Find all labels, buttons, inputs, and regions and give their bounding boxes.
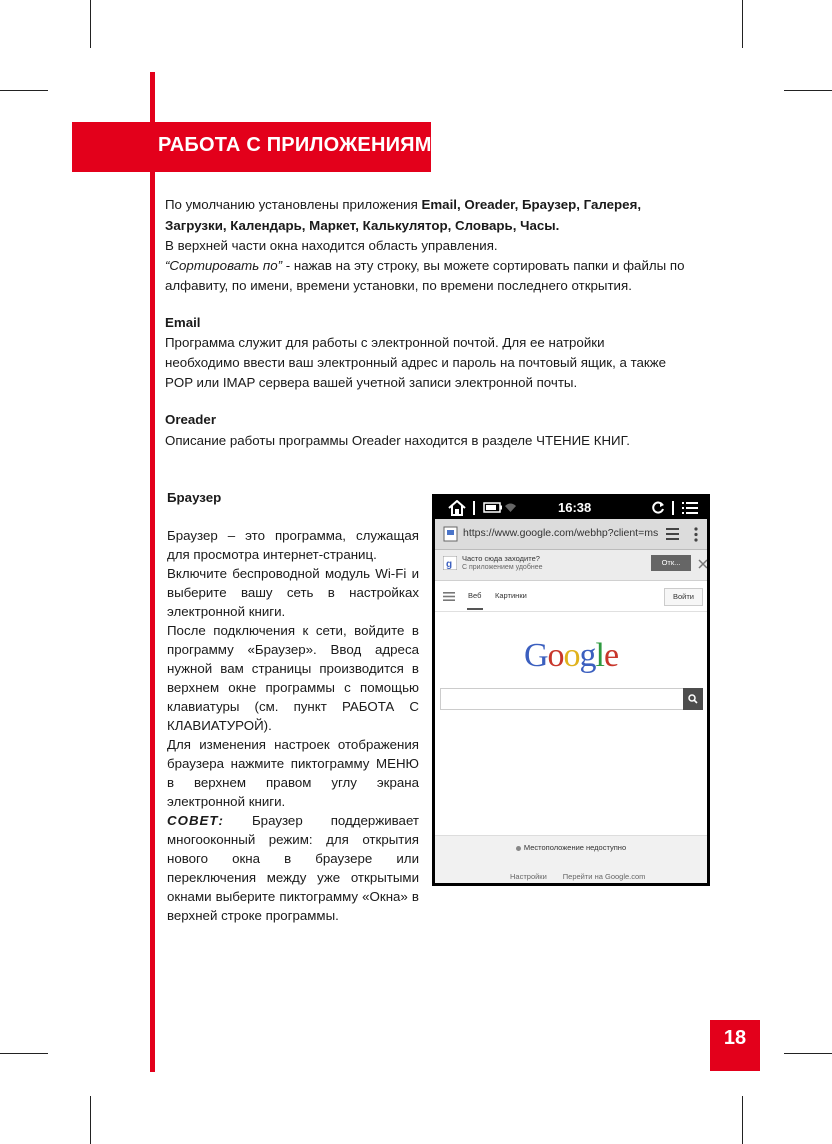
browser-paragraph: Для изменения настроек отображения браузера нажмите пиктограмму МЕНЮ в верхнем правом углу экрана электронной книги. <box>167 737 419 809</box>
url-text[interactable]: https://www.google.com/webhp?client=ms <box>463 527 659 539</box>
browser-paragraph: Браузер – это программа, служащая для просмотра интернет-страниц. <box>167 528 419 562</box>
refresh-icon[interactable] <box>651 501 665 515</box>
search-button[interactable] <box>683 688 703 710</box>
intro-text: - нажав на эту строку, вы можете сортировать папки и файлы по <box>282 258 685 273</box>
crop-mark <box>742 1096 743 1144</box>
browser-screenshot <box>432 494 710 886</box>
browser-paragraph: Включите беспроводной модуль Wi-Fi и выберите вашу сеть в настройках электронной книги. <box>167 566 419 619</box>
intro-apps: Email, Oreader, Браузер, Галерея, <box>421 197 642 212</box>
browser-tip <box>167 811 419 925</box>
sort-by-term: “Сортировать по” <box>165 258 283 273</box>
google-plus-icon <box>443 556 457 570</box>
crop-mark <box>90 1096 91 1144</box>
crop-mark <box>0 90 48 91</box>
home-icon[interactable] <box>448 500 466 516</box>
more-icon[interactable] <box>694 527 698 542</box>
page-icon <box>443 526 459 542</box>
browser-paragraph: После подключения к сети, войдите в программу «Браузер». Ввод адреса нужной вам страницы производится в верхнем окне программы с помощью клавиатуры (см. пункт РАБОТА С КЛАВИАТУРОЙ). <box>167 623 419 733</box>
logo-letter: G <box>523 637 548 674</box>
close-icon[interactable] <box>698 559 707 569</box>
svg-text:g: g <box>446 559 453 570</box>
google-footer <box>435 835 707 883</box>
open-app-button[interactable]: Отк... <box>651 555 691 571</box>
google-logo <box>435 637 707 675</box>
status-bar <box>435 497 707 519</box>
location-dot-icon <box>516 846 521 851</box>
red-margin-line <box>150 72 155 1072</box>
email-line-2: необходимо ввести ваш электронный адрес и пароль на почтовый ящик, а также <box>165 355 667 370</box>
intro-line-1 <box>165 194 641 215</box>
intro-line-2: Загрузки, Календарь, Маркет, Калькулятор, Словарь, Часы. <box>165 218 560 233</box>
crop-mark <box>784 1053 832 1054</box>
crop-mark <box>742 0 743 48</box>
hamburger-icon[interactable] <box>443 592 455 601</box>
logo-letter: g <box>579 637 596 674</box>
intro-text: По умолчанию установлены приложения <box>165 197 422 212</box>
tab-images[interactable]: Картинки <box>495 591 527 600</box>
battery-icon <box>483 502 503 513</box>
logo-letter: o <box>547 637 564 674</box>
tip-text: Браузер поддерживает многооконный режим: для открытия нового окна в браузере или переключения между уже открытыми окнами выберите пиктограмму «Окна» в верхней строке программы. <box>167 813 419 923</box>
section-title: РАБОТА С ПРИЛОЖЕНИЯМИ <box>158 134 447 156</box>
tip-label: СОВЕТ: <box>167 813 224 828</box>
divider <box>672 501 674 515</box>
browser-section <box>167 488 419 925</box>
section-banner <box>72 122 447 172</box>
screen <box>435 497 707 883</box>
tab-web[interactable]: Веб <box>468 591 482 600</box>
browser-heading: Браузер <box>167 490 222 505</box>
sign-in-button[interactable]: Войти <box>664 588 703 606</box>
clock: 16:38 <box>558 500 592 515</box>
logo-letter: e <box>603 637 619 674</box>
google-com-link[interactable]: Перейти на Google.com <box>562 872 646 881</box>
intro-line-3: В верхней части окна находится область управления. <box>165 238 498 253</box>
menu-icon[interactable] <box>682 502 698 514</box>
divider <box>473 501 475 515</box>
logo-letter: l <box>595 637 604 674</box>
tabs-icon[interactable] <box>666 528 679 540</box>
promo-subtitle: С приложением удобнее <box>462 564 543 571</box>
wifi-icon <box>505 502 516 513</box>
location-status <box>435 843 707 852</box>
page-number: 18 <box>723 1027 747 1049</box>
crop-mark <box>0 1053 48 1054</box>
page-number-box <box>710 1020 760 1071</box>
intro-line-5: алфавиту, по имени, времени установки, по времени последнего открытия. <box>165 278 632 293</box>
google-tabs-bar <box>435 581 707 612</box>
oreader-line-1: Описание работы программы Oreader находится в разделе ЧТЕНИЕ КНИГ. <box>165 433 630 448</box>
oreader-heading: Oreader <box>165 412 216 427</box>
settings-link[interactable]: Настройки <box>510 872 547 881</box>
logo-letter: o <box>563 637 580 674</box>
promo-title: Часто сюда заходите? <box>462 554 540 563</box>
intro-line-4 <box>165 255 684 276</box>
footer-links <box>510 872 645 881</box>
crop-mark <box>90 0 91 48</box>
email-heading: Email <box>165 315 201 330</box>
search-icon <box>688 694 698 704</box>
search-input[interactable] <box>440 688 685 710</box>
email-line-3: POP или IMAP сервера вашей учетной записи электронной почты. <box>165 375 578 390</box>
active-tab-underline <box>467 608 483 610</box>
app-promo-banner <box>435 550 707 581</box>
location-text: Местоположение недоступно <box>523 843 627 852</box>
url-bar[interactable] <box>435 519 707 550</box>
crop-mark <box>784 90 832 91</box>
email-line-1: Программа служит для работы с электронной почтой. Для ее натройки <box>165 335 605 350</box>
